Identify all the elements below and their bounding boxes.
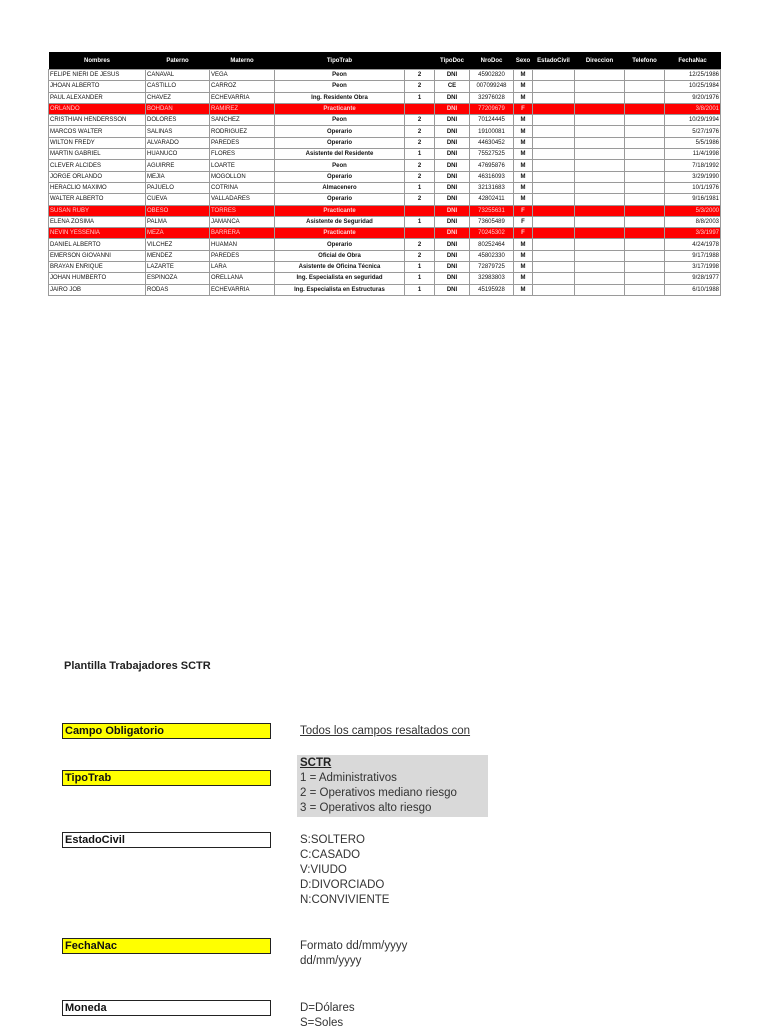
- cell-nrodoc[interactable]: 73605489: [470, 216, 514, 227]
- cell-tipotrab[interactable]: Ing. Especialista en seguridad: [275, 273, 405, 284]
- cell-estadocivil[interactable]: [533, 262, 575, 273]
- cell-codigo[interactable]: 1: [405, 273, 435, 284]
- cell-materno[interactable]: VALLADARES: [210, 194, 275, 205]
- cell-estadocivil[interactable]: [533, 228, 575, 239]
- cell-tipotrab[interactable]: Asistente del Residente: [275, 149, 405, 160]
- cell-nrodoc[interactable]: 44630452: [470, 137, 514, 148]
- table-row[interactable]: [49, 70, 721, 81]
- cell-telefono[interactable]: [625, 228, 665, 239]
- cell-estadocivil[interactable]: [533, 194, 575, 205]
- cell-tipotrab[interactable]: Almacenero: [275, 182, 405, 193]
- cell-materno[interactable]: ECHEVARRIA: [210, 92, 275, 103]
- cell-materno[interactable]: SANCHEZ: [210, 115, 275, 126]
- cell-paterno[interactable]: VILCHEZ: [146, 239, 210, 250]
- cell-paterno[interactable]: ALVARADO: [146, 137, 210, 148]
- cell-fechanac[interactable]: 12/25/1986: [665, 70, 721, 81]
- cell-direccion[interactable]: [575, 284, 625, 295]
- cell-codigo[interactable]: 2: [405, 137, 435, 148]
- cell-nrodoc[interactable]: 45195928: [470, 284, 514, 295]
- sctr-item: 3 = Operativos alto riesgo: [300, 802, 432, 814]
- cell-telefono[interactable]: [625, 262, 665, 273]
- table-row[interactable]: [49, 228, 721, 239]
- table-row[interactable]: [49, 103, 721, 114]
- cell-fechanac[interactable]: 9/28/1977: [665, 273, 721, 284]
- cell-fechanac[interactable]: 8/8/2003: [665, 216, 721, 227]
- estadocivil-item: N:CONVIVIENTE: [300, 894, 390, 906]
- table-row[interactable]: [49, 81, 721, 92]
- cell-tipotrab[interactable]: Practicante: [275, 228, 405, 239]
- cell-direccion[interactable]: [575, 250, 625, 261]
- cell-tipodoc[interactable]: DNI: [435, 205, 470, 216]
- cell-tipotrab[interactable]: Asistente de Seguridad: [275, 216, 405, 227]
- cell-sexo[interactable]: M: [514, 194, 533, 205]
- cell-paterno[interactable]: DOLORES: [146, 115, 210, 126]
- cell-nombres[interactable]: MARTIN GABRIEL: [49, 149, 146, 160]
- cell-materno[interactable]: BARRERA: [210, 228, 275, 239]
- cell-sexo[interactable]: M: [514, 70, 533, 81]
- cell-direccion[interactable]: [575, 81, 625, 92]
- cell-fechanac[interactable]: 4/24/1978: [665, 239, 721, 250]
- cell-tipotrab[interactable]: Operario: [275, 126, 405, 137]
- cell-paterno[interactable]: MEJIA: [146, 171, 210, 182]
- cell-materno[interactable]: JAMANCA: [210, 216, 275, 227]
- cell-tipotrab[interactable]: Asistente de Oficina Técnica: [275, 262, 405, 273]
- cell-tipodoc[interactable]: DNI: [435, 92, 470, 103]
- sctr-heading: SCTR: [300, 757, 332, 769]
- cell-paterno[interactable]: HUANUCO: [146, 149, 210, 160]
- cell-materno[interactable]: FLORES: [210, 149, 275, 160]
- cell-tipodoc[interactable]: DNI: [435, 194, 470, 205]
- cell-nrodoc[interactable]: 80252464: [470, 239, 514, 250]
- cell-codigo[interactable]: 1: [405, 262, 435, 273]
- col-header-telefono[interactable]: Telefono: [625, 52, 665, 70]
- col-header-sexo[interactable]: Sexo: [514, 52, 533, 70]
- cell-fechanac[interactable]: 5/27/1976: [665, 126, 721, 137]
- cell-nombres[interactable]: WILTON FREDY: [49, 137, 146, 148]
- cell-tipodoc[interactable]: DNI: [435, 273, 470, 284]
- cell-paterno[interactable]: CUEVA: [146, 194, 210, 205]
- cell-nrodoc[interactable]: 19100081: [470, 126, 514, 137]
- estadocivil-box: EstadoCivil: [62, 832, 271, 848]
- cell-direccion[interactable]: [575, 149, 625, 160]
- cell-tipodoc[interactable]: DNI: [435, 250, 470, 261]
- cell-materno[interactable]: LARA: [210, 262, 275, 273]
- cell-fechanac[interactable]: 6/10/1988: [665, 284, 721, 295]
- cell-nombres[interactable]: CLEVER ALCIDES: [49, 160, 146, 171]
- cell-materno[interactable]: HUAMAN: [210, 239, 275, 250]
- cell-nombres[interactable]: JAIRO JOB: [49, 284, 146, 295]
- cell-codigo[interactable]: 2: [405, 70, 435, 81]
- cell-nrodoc[interactable]: 007099248: [470, 81, 514, 92]
- cell-fechanac[interactable]: 7/18/1992: [665, 160, 721, 171]
- moneda-item: S=Soles: [300, 1017, 344, 1029]
- cell-nombres[interactable]: ELENA ZOSIMA: [49, 216, 146, 227]
- cell-nombres[interactable]: PAUL ALEXANDER: [49, 92, 146, 103]
- cell-nombres[interactable]: JHOAN ALBERTO: [49, 81, 146, 92]
- cell-paterno[interactable]: OBESO: [146, 205, 210, 216]
- cell-nrodoc[interactable]: 73255631: [470, 205, 514, 216]
- sctr-item: 1 = Administrativos: [300, 772, 397, 784]
- cell-estadocivil[interactable]: [533, 250, 575, 261]
- estadocivil-item: S:SOLTERO: [300, 834, 365, 846]
- estadocivil-item: D:DIVORCIADO: [300, 879, 385, 891]
- table-row[interactable]: [49, 284, 721, 295]
- cell-paterno[interactable]: MENDEZ: [146, 250, 210, 261]
- moneda-codes: [300, 1001, 355, 1031]
- cell-nombres[interactable]: JOHAN HUMBERTO: [49, 273, 146, 284]
- cell-tipodoc[interactable]: DNI: [435, 70, 470, 81]
- cell-paterno[interactable]: RODAS: [146, 284, 210, 295]
- cell-nrodoc[interactable]: 70124445: [470, 115, 514, 126]
- cell-codigo[interactable]: [405, 228, 435, 239]
- cell-tipotrab[interactable]: Practicante: [275, 205, 405, 216]
- cell-direccion[interactable]: [575, 115, 625, 126]
- cell-codigo[interactable]: 2: [405, 126, 435, 137]
- table-row[interactable]: [49, 115, 721, 126]
- cell-sexo[interactable]: M: [514, 115, 533, 126]
- table-row[interactable]: [49, 160, 721, 171]
- cell-telefono[interactable]: [625, 81, 665, 92]
- template-title: Plantilla Trabajadores SCTR: [64, 660, 211, 672]
- cell-telefono[interactable]: [625, 205, 665, 216]
- cell-fechanac[interactable]: 3/29/1990: [665, 171, 721, 182]
- campo-obligatorio-note: Todos los campos resaltados con: [300, 725, 471, 737]
- cell-tipodoc[interactable]: DNI: [435, 160, 470, 171]
- table-row[interactable]: [49, 171, 721, 182]
- cell-estadocivil[interactable]: [533, 160, 575, 171]
- cell-nombres[interactable]: BRAYAN ENRIQUE: [49, 262, 146, 273]
- cell-paterno[interactable]: BOHDAN: [146, 103, 210, 114]
- cell-estadocivil[interactable]: [533, 171, 575, 182]
- cell-nrodoc[interactable]: 77209679: [470, 103, 514, 114]
- cell-tipotrab[interactable]: Ing. Residente Obra: [275, 92, 405, 103]
- cell-tipodoc[interactable]: DNI: [435, 284, 470, 295]
- cell-estadocivil[interactable]: [533, 216, 575, 227]
- estadocivil-codes: [300, 833, 389, 908]
- cell-estadocivil[interactable]: [533, 103, 575, 114]
- table-row[interactable]: [49, 239, 721, 250]
- table-row[interactable]: [49, 273, 721, 284]
- cell-paterno[interactable]: LAZARTE: [146, 262, 210, 273]
- cell-fechanac[interactable]: 9/16/1981: [665, 194, 721, 205]
- cell-materno[interactable]: ORELLANA: [210, 273, 275, 284]
- col-header-fechanac[interactable]: FechaNac: [665, 52, 721, 70]
- cell-telefono[interactable]: [625, 273, 665, 284]
- cell-sexo[interactable]: M: [514, 137, 533, 148]
- cell-nrodoc[interactable]: 70245302: [470, 228, 514, 239]
- cell-tipodoc[interactable]: DNI: [435, 216, 470, 227]
- cell-materno[interactable]: VEGA: [210, 70, 275, 81]
- campo-obligatorio-box: Campo Obligatorio: [62, 723, 271, 739]
- cell-direccion[interactable]: [575, 137, 625, 148]
- col-header-materno[interactable]: Materno: [210, 52, 275, 70]
- sctr-item: 2 = Operativos mediano riesgo: [300, 787, 457, 799]
- cell-sexo[interactable]: M: [514, 273, 533, 284]
- cell-sexo[interactable]: M: [514, 284, 533, 295]
- cell-paterno[interactable]: CANAVAL: [146, 70, 210, 81]
- cell-estadocivil[interactable]: [533, 115, 575, 126]
- table-row[interactable]: [49, 92, 721, 103]
- cell-nrodoc[interactable]: 32983803: [470, 273, 514, 284]
- cell-codigo[interactable]: 2: [405, 160, 435, 171]
- fechanac-format: [300, 939, 407, 969]
- cell-tipodoc[interactable]: DNI: [435, 126, 470, 137]
- fechanac-item: Formato dd/mm/yyyy: [300, 940, 408, 952]
- cell-codigo[interactable]: 1: [405, 149, 435, 160]
- cell-telefono[interactable]: [625, 239, 665, 250]
- cell-nombres[interactable]: NEVIN YESSENIA: [49, 228, 146, 239]
- cell-fechanac[interactable]: 5/5/1986: [665, 137, 721, 148]
- cell-materno[interactable]: RAMIREZ: [210, 103, 275, 114]
- col-header-estadocivil[interactable]: EstadoCivil: [533, 52, 575, 70]
- cell-paterno[interactable]: MEZA: [146, 228, 210, 239]
- table-row[interactable]: [49, 149, 721, 160]
- cell-telefono[interactable]: [625, 115, 665, 126]
- cell-tipotrab[interactable]: Operario: [275, 194, 405, 205]
- cell-tipodoc[interactable]: DNI: [435, 182, 470, 193]
- cell-sexo[interactable]: M: [514, 126, 533, 137]
- cell-tipotrab[interactable]: Ing. Especialista en Estructuras: [275, 284, 405, 295]
- cell-direccion[interactable]: [575, 262, 625, 273]
- cell-tipotrab[interactable]: Peon: [275, 160, 405, 171]
- cell-materno[interactable]: CARROZ: [210, 81, 275, 92]
- cell-nombres[interactable]: JORGE ORLANDO: [49, 171, 146, 182]
- cell-materno[interactable]: COTRINA: [210, 182, 275, 193]
- cell-paterno[interactable]: CHAVEZ: [146, 92, 210, 103]
- cell-paterno[interactable]: AGUIRRE: [146, 160, 210, 171]
- moneda-box: Moneda: [62, 1000, 271, 1016]
- cell-telefono[interactable]: [625, 126, 665, 137]
- table-row[interactable]: [49, 137, 721, 148]
- cell-tipodoc[interactable]: DNI: [435, 149, 470, 160]
- cell-sexo[interactable]: F: [514, 228, 533, 239]
- cell-codigo[interactable]: [405, 103, 435, 114]
- cell-codigo[interactable]: 1: [405, 92, 435, 103]
- cell-sexo[interactable]: M: [514, 149, 533, 160]
- cell-tipotrab[interactable]: Operario: [275, 239, 405, 250]
- cell-telefono[interactable]: [625, 149, 665, 160]
- cell-codigo[interactable]: 2: [405, 81, 435, 92]
- moneda-item: D=Dólares: [300, 1002, 355, 1014]
- cell-estadocivil[interactable]: [533, 149, 575, 160]
- cell-direccion[interactable]: [575, 273, 625, 284]
- cell-fechanac[interactable]: 3/3/1997: [665, 228, 721, 239]
- cell-paterno[interactable]: PAJUELO: [146, 182, 210, 193]
- cell-fechanac[interactable]: 10/1/1976: [665, 182, 721, 193]
- cell-sexo[interactable]: M: [514, 160, 533, 171]
- cell-tipotrab[interactable]: Practicante: [275, 103, 405, 114]
- table-row[interactable]: [49, 194, 721, 205]
- cell-estadocivil[interactable]: [533, 239, 575, 250]
- cell-nrodoc[interactable]: 72879725: [470, 262, 514, 273]
- cell-nombres[interactable]: EMERSON GIOVANNI: [49, 250, 146, 261]
- fechanac-item: dd/mm/yyyy: [300, 955, 362, 967]
- cell-materno[interactable]: PAREDES: [210, 137, 275, 148]
- col-header-paterno[interactable]: Paterno: [146, 52, 210, 70]
- cell-fechanac[interactable]: 5/3/2000: [665, 205, 721, 216]
- cell-direccion[interactable]: [575, 182, 625, 193]
- cell-telefono[interactable]: [625, 182, 665, 193]
- table-row[interactable]: [49, 182, 721, 193]
- cell-tipodoc[interactable]: CE: [435, 81, 470, 92]
- cell-materno[interactable]: LOARTE: [210, 160, 275, 171]
- cell-telefono[interactable]: [625, 137, 665, 148]
- cell-telefono[interactable]: [625, 70, 665, 81]
- cell-fechanac[interactable]: 10/25/1984: [665, 81, 721, 92]
- tipotrab-box: TipoTrab: [62, 770, 271, 786]
- cell-telefono[interactable]: [625, 103, 665, 114]
- col-header-tipotrab[interactable]: TipoTrab: [275, 52, 405, 70]
- cell-telefono[interactable]: [625, 171, 665, 182]
- cell-sexo[interactable]: F: [514, 103, 533, 114]
- cell-tipotrab[interactable]: Operario: [275, 171, 405, 182]
- table-row[interactable]: [49, 126, 721, 137]
- cell-telefono[interactable]: [625, 92, 665, 103]
- cell-sexo[interactable]: M: [514, 250, 533, 261]
- cell-estadocivil[interactable]: [533, 273, 575, 284]
- cell-materno[interactable]: MOGOLLON: [210, 171, 275, 182]
- cell-telefono[interactable]: [625, 284, 665, 295]
- cell-nombres[interactable]: HERACLIO MAXIMO: [49, 182, 146, 193]
- cell-estadocivil[interactable]: [533, 182, 575, 193]
- cell-estadocivil[interactable]: [533, 70, 575, 81]
- cell-materno[interactable]: TORRES: [210, 205, 275, 216]
- cell-fechanac[interactable]: 9/20/1976: [665, 92, 721, 103]
- cell-tipodoc[interactable]: DNI: [435, 171, 470, 182]
- cell-codigo[interactable]: 2: [405, 115, 435, 126]
- cell-codigo[interactable]: 1: [405, 216, 435, 227]
- fechanac-box: FechaNac: [62, 938, 271, 954]
- cell-nrodoc[interactable]: 45902820: [470, 70, 514, 81]
- cell-nombres[interactable]: FELIPE NIERI DE JESUS: [49, 70, 146, 81]
- table-row[interactable]: [49, 262, 721, 273]
- cell-direccion[interactable]: [575, 205, 625, 216]
- cell-nombres[interactable]: DANIEL ALBERTO: [49, 239, 146, 250]
- cell-telefono[interactable]: [625, 194, 665, 205]
- cell-estadocivil[interactable]: [533, 137, 575, 148]
- cell-codigo[interactable]: 2: [405, 171, 435, 182]
- cell-estadocivil[interactable]: [533, 81, 575, 92]
- cell-tipodoc[interactable]: DNI: [435, 239, 470, 250]
- cell-tipodoc[interactable]: DNI: [435, 115, 470, 126]
- cell-sexo[interactable]: M: [514, 239, 533, 250]
- cell-fechanac[interactable]: 3/17/1998: [665, 262, 721, 273]
- cell-direccion[interactable]: [575, 70, 625, 81]
- cell-materno[interactable]: RODRIGUEZ: [210, 126, 275, 137]
- cell-codigo[interactable]: [405, 205, 435, 216]
- table-row[interactable]: [49, 250, 721, 261]
- cell-estadocivil[interactable]: [533, 284, 575, 295]
- cell-tipotrab[interactable]: Peon: [275, 81, 405, 92]
- cell-nombres[interactable]: WALTER ALBERTO: [49, 194, 146, 205]
- cell-tipotrab[interactable]: Operario: [275, 137, 405, 148]
- cell-sexo[interactable]: M: [514, 92, 533, 103]
- cell-direccion[interactable]: [575, 160, 625, 171]
- cell-nrodoc[interactable]: 47695876: [470, 160, 514, 171]
- cell-direccion[interactable]: [575, 216, 625, 227]
- cell-direccion[interactable]: [575, 92, 625, 103]
- cell-direccion[interactable]: [575, 228, 625, 239]
- cell-paterno[interactable]: CASTILLO: [146, 81, 210, 92]
- cell-telefono[interactable]: [625, 160, 665, 171]
- cell-tipotrab[interactable]: Oficial de Obra: [275, 250, 405, 261]
- col-header-direccion[interactable]: Direccion: [575, 52, 625, 70]
- cell-nombres[interactable]: CRISTHIAN HENDERSSON: [49, 115, 146, 126]
- cell-sexo[interactable]: M: [514, 182, 533, 193]
- cell-nombres[interactable]: SUSAN RUBY: [49, 205, 146, 216]
- cell-fechanac[interactable]: 10/29/1994: [665, 115, 721, 126]
- workers-table: [48, 52, 721, 296]
- cell-nrodoc[interactable]: 45802330: [470, 250, 514, 261]
- cell-sexo[interactable]: M: [514, 262, 533, 273]
- cell-nrodoc[interactable]: 32976028: [470, 92, 514, 103]
- cell-fechanac[interactable]: 9/17/1988: [665, 250, 721, 261]
- cell-tipodoc[interactable]: DNI: [435, 228, 470, 239]
- cell-codigo[interactable]: 1: [405, 182, 435, 193]
- cell-fechanac[interactable]: 3/8/2001: [665, 103, 721, 114]
- cell-materno[interactable]: ECHEVARRIA: [210, 284, 275, 295]
- cell-sexo[interactable]: F: [514, 205, 533, 216]
- cell-direccion[interactable]: [575, 239, 625, 250]
- estadocivil-item: C:CASADO: [300, 849, 361, 861]
- cell-telefono[interactable]: [625, 216, 665, 227]
- cell-nrodoc[interactable]: 46316093: [470, 171, 514, 182]
- col-header-nrodoc[interactable]: NroDoc: [470, 52, 514, 70]
- cell-codigo[interactable]: 2: [405, 250, 435, 261]
- cell-codigo[interactable]: 2: [405, 239, 435, 250]
- table-row[interactable]: [49, 216, 721, 227]
- cell-direccion[interactable]: [575, 171, 625, 182]
- cell-estadocivil[interactable]: [533, 92, 575, 103]
- sctr-panel: [297, 755, 488, 817]
- cell-codigo[interactable]: 2: [405, 194, 435, 205]
- cell-materno[interactable]: PAREDES: [210, 250, 275, 261]
- cell-paterno[interactable]: PALMA: [146, 216, 210, 227]
- col-header-codigo[interactable]: [405, 52, 435, 70]
- cell-sexo[interactable]: M: [514, 171, 533, 182]
- cell-nrodoc[interactable]: 42802411: [470, 194, 514, 205]
- cell-tipodoc[interactable]: DNI: [435, 137, 470, 148]
- cell-direccion[interactable]: [575, 126, 625, 137]
- cell-paterno[interactable]: SALINAS: [146, 126, 210, 137]
- cell-direccion[interactable]: [575, 194, 625, 205]
- cell-estadocivil[interactable]: [533, 205, 575, 216]
- cell-nombres[interactable]: ORLANDO: [49, 103, 146, 114]
- table-row[interactable]: [49, 205, 721, 216]
- cell-nrodoc[interactable]: 75527525: [470, 149, 514, 160]
- header-row: [49, 52, 721, 70]
- cell-tipodoc[interactable]: DNI: [435, 262, 470, 273]
- cell-direccion[interactable]: [575, 103, 625, 114]
- cell-tipotrab[interactable]: Peon: [275, 70, 405, 81]
- cell-telefono[interactable]: [625, 250, 665, 261]
- cell-sexo[interactable]: F: [514, 216, 533, 227]
- cell-nombres[interactable]: MARCOS WALTER: [49, 126, 146, 137]
- cell-codigo[interactable]: 1: [405, 284, 435, 295]
- cell-tipodoc[interactable]: DNI: [435, 103, 470, 114]
- estadocivil-item: V:VIUDO: [300, 864, 347, 876]
- col-header-tipodoc[interactable]: TipoDoc: [435, 52, 470, 70]
- table-body: [49, 70, 721, 296]
- cell-estadocivil[interactable]: [533, 126, 575, 137]
- cell-fechanac[interactable]: 11/4/1998: [665, 149, 721, 160]
- cell-paterno[interactable]: ESPINOZA: [146, 273, 210, 284]
- cell-sexo[interactable]: M: [514, 81, 533, 92]
- cell-tipotrab[interactable]: Peon: [275, 115, 405, 126]
- col-header-nombres[interactable]: Nombres: [49, 52, 146, 70]
- cell-nrodoc[interactable]: 32131683: [470, 182, 514, 193]
